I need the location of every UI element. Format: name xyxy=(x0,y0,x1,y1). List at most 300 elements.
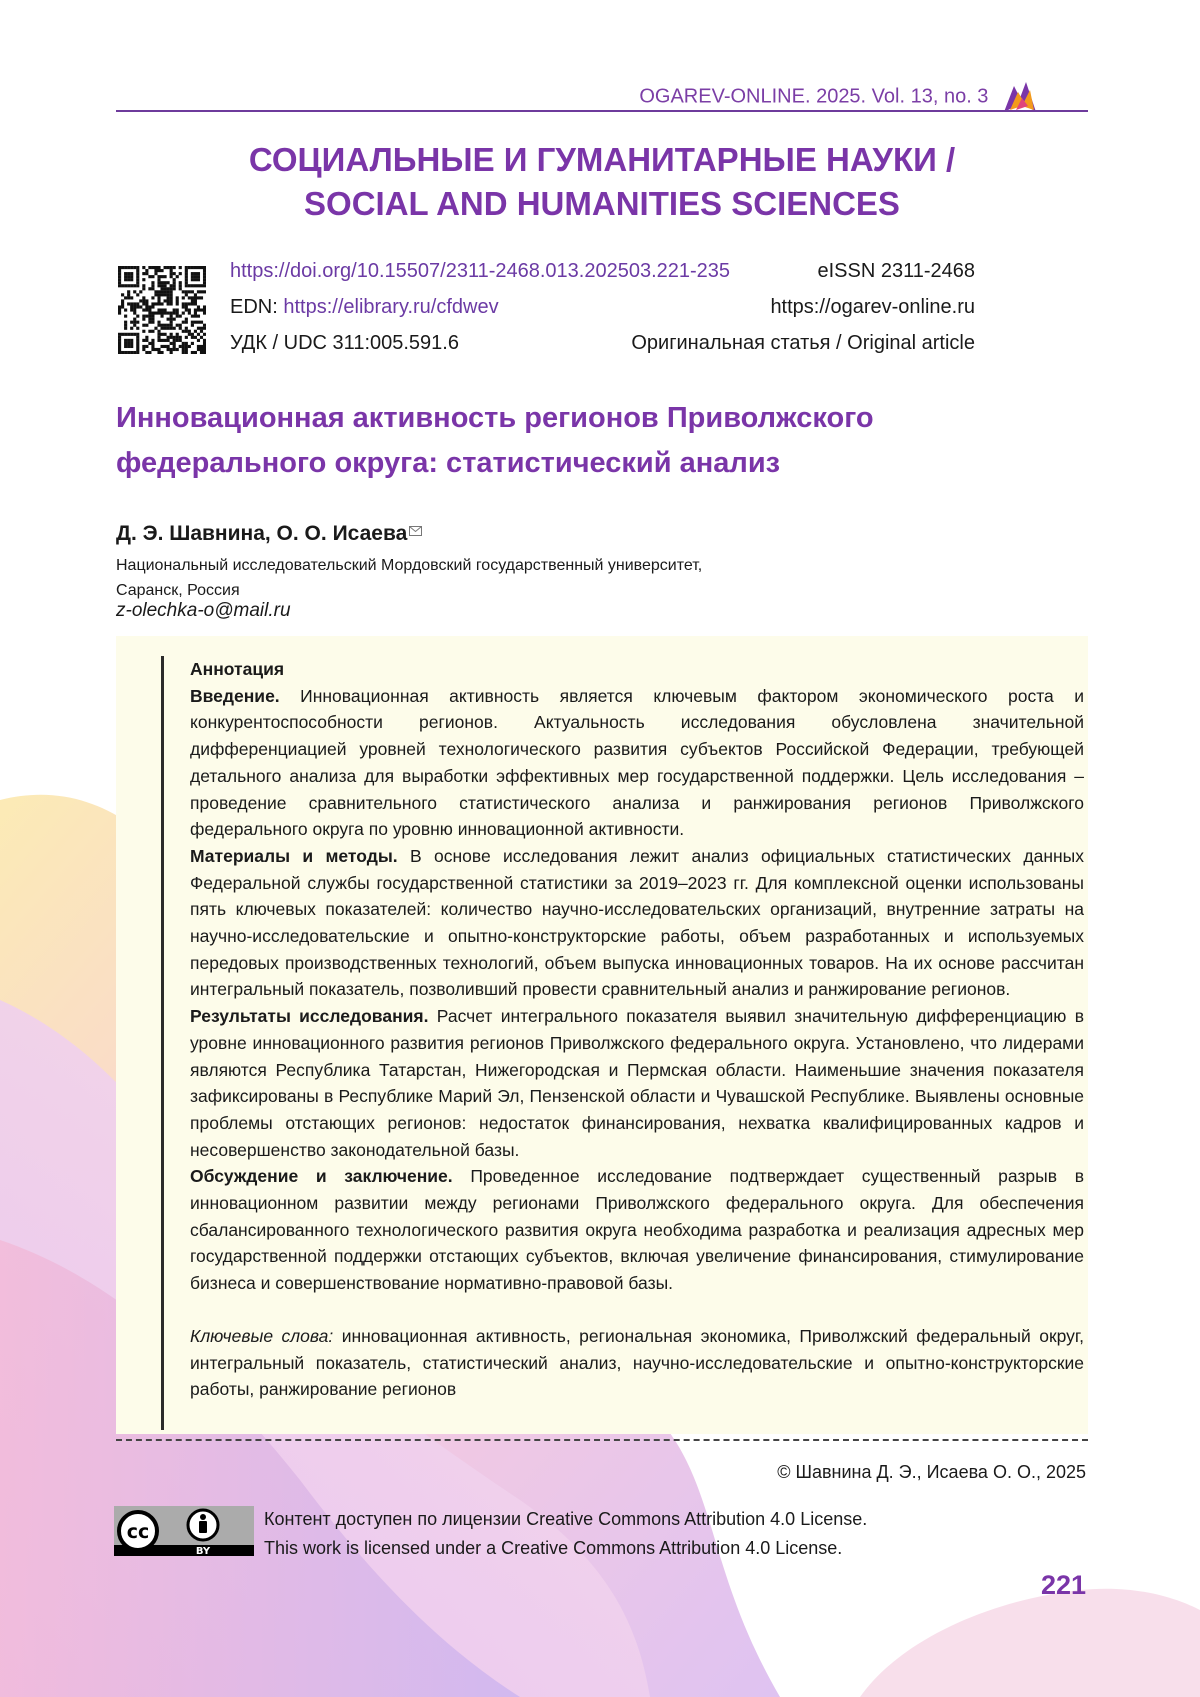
qr-module xyxy=(167,287,170,290)
qr-module xyxy=(142,324,145,327)
qr-module xyxy=(157,302,160,305)
qr-module xyxy=(197,333,200,336)
qr-module xyxy=(124,339,127,342)
qr-module xyxy=(167,296,170,299)
qr-module xyxy=(157,321,160,324)
qr-module xyxy=(136,272,139,275)
qr-module xyxy=(167,339,170,342)
cc-by-license-badge[interactable] xyxy=(114,1506,254,1556)
qr-module xyxy=(176,339,179,342)
qr-module xyxy=(167,299,170,302)
qr-module xyxy=(173,287,176,290)
qr-module xyxy=(160,269,163,272)
qr-module xyxy=(185,305,188,308)
qr-module xyxy=(197,315,200,318)
qr-module xyxy=(124,266,127,269)
qr-module xyxy=(176,324,179,327)
qr-module xyxy=(160,308,163,311)
qr-module xyxy=(164,290,167,293)
qr-module xyxy=(203,305,206,308)
qr-module xyxy=(194,321,197,324)
qr-module xyxy=(121,293,124,296)
qr-module xyxy=(182,302,185,305)
qr-module xyxy=(185,342,188,345)
qr-module xyxy=(160,327,163,330)
page-number: 221 xyxy=(980,1570,1086,1601)
qr-module xyxy=(185,275,188,278)
qr-module xyxy=(164,287,167,290)
qr-module xyxy=(188,296,191,299)
qr-module xyxy=(191,284,194,287)
qr-module xyxy=(145,336,148,339)
qr-module xyxy=(170,312,173,315)
qr-module xyxy=(203,278,206,281)
qr-module xyxy=(203,308,206,311)
qr-module xyxy=(176,348,179,351)
qr-module xyxy=(176,315,179,318)
qr-module xyxy=(182,321,185,324)
qr-module xyxy=(136,284,139,287)
qr-module xyxy=(127,278,130,281)
qr-module xyxy=(154,266,157,269)
qr-module xyxy=(157,293,160,296)
qr-module xyxy=(197,266,200,269)
affiliation-line1: Национальный исследовательский Мордовский государственный университет, xyxy=(116,553,836,578)
license-ru: Контент доступен по лицензии Creative Commons Attribution 4.0 License. xyxy=(264,1505,867,1534)
qr-module xyxy=(145,339,148,342)
qr-module xyxy=(127,275,130,278)
qr-module xyxy=(185,266,188,269)
qr-module xyxy=(142,348,145,351)
qr-module xyxy=(203,284,206,287)
qr-module xyxy=(118,312,121,315)
qr-module xyxy=(185,348,188,351)
qr-module xyxy=(130,342,133,345)
qr-module xyxy=(164,308,167,311)
qr-module xyxy=(188,266,191,269)
qr-module xyxy=(191,321,194,324)
by-label: BY xyxy=(196,1546,211,1556)
qr-module xyxy=(170,351,173,354)
qr-module xyxy=(157,333,160,336)
qr-module xyxy=(197,308,200,311)
qr-module xyxy=(185,269,188,272)
qr-module xyxy=(173,339,176,342)
qr-module xyxy=(124,284,127,287)
qr-module xyxy=(170,296,173,299)
qr-module xyxy=(197,290,200,293)
dashed-divider xyxy=(116,1439,1088,1441)
qr-module xyxy=(170,287,173,290)
qr-module xyxy=(179,281,182,284)
qr-module xyxy=(136,339,139,342)
qr-module xyxy=(194,272,197,275)
qr-module xyxy=(170,318,173,321)
qr-module xyxy=(179,336,182,339)
qr-module xyxy=(130,272,133,275)
qr-module xyxy=(203,324,206,327)
section-title xyxy=(116,138,1088,226)
qr-module xyxy=(160,345,163,348)
qr-module xyxy=(145,269,148,272)
qr-module xyxy=(154,293,157,296)
qr-module xyxy=(170,327,173,330)
qr-module xyxy=(170,290,173,293)
cc-label: cc xyxy=(127,1521,150,1543)
qr-module xyxy=(151,287,154,290)
qr-module xyxy=(197,278,200,281)
qr-module xyxy=(136,321,139,324)
qr-module xyxy=(151,312,154,315)
qr-module xyxy=(118,275,121,278)
qr-module xyxy=(145,308,148,311)
qr-module xyxy=(151,302,154,305)
qr-module xyxy=(173,281,176,284)
qr-module xyxy=(145,351,148,354)
qr-module xyxy=(170,302,173,305)
qr-module xyxy=(157,290,160,293)
qr-module xyxy=(136,315,139,318)
qr-module xyxy=(170,342,173,345)
qr-module xyxy=(118,272,121,275)
qr-module xyxy=(124,324,127,327)
qr-module xyxy=(203,290,206,293)
section-title-en: SOCIAL AND HUMANITIES SCIENCES xyxy=(116,182,1088,226)
qr-module xyxy=(118,284,121,287)
qr-module xyxy=(121,284,124,287)
qr-module xyxy=(203,312,206,315)
qr-module xyxy=(151,345,154,348)
qr-module xyxy=(136,302,139,305)
mail-icon xyxy=(409,526,422,536)
qr-module xyxy=(148,351,151,354)
qr-module xyxy=(133,312,136,315)
qr-module xyxy=(185,318,188,321)
qr-code[interactable] xyxy=(118,266,206,354)
qr-module xyxy=(157,348,160,351)
qr-module xyxy=(160,293,163,296)
qr-module xyxy=(197,339,200,342)
qr-module xyxy=(194,293,197,296)
abstract-side-bar xyxy=(161,656,164,1430)
qr-module xyxy=(160,324,163,327)
qr-module xyxy=(118,351,121,354)
qr-module xyxy=(127,302,130,305)
qr-module xyxy=(176,336,179,339)
qr-module xyxy=(136,275,139,278)
qr-module xyxy=(157,330,160,333)
qr-module xyxy=(164,327,167,330)
qr-module xyxy=(182,351,185,354)
qr-module xyxy=(151,315,154,318)
qr-module xyxy=(179,339,182,342)
qr-module xyxy=(154,272,157,275)
qr-module xyxy=(118,339,121,342)
qr-module xyxy=(203,351,206,354)
qr-module xyxy=(142,339,145,342)
qr-module xyxy=(136,266,139,269)
qr-module xyxy=(170,315,173,318)
qr-module xyxy=(127,293,130,296)
qr-module xyxy=(118,269,121,272)
qr-module xyxy=(130,278,133,281)
qr-module xyxy=(188,330,191,333)
qr-module xyxy=(130,275,133,278)
qr-module xyxy=(127,266,130,269)
qr-module xyxy=(148,312,151,315)
qr-module xyxy=(191,336,194,339)
qr-module xyxy=(203,342,206,345)
qr-module xyxy=(124,296,127,299)
section-title-ru: СОЦИАЛЬНЫЕ И ГУМАНИТАРНЫЕ НАУКИ / xyxy=(116,138,1088,182)
qr-module xyxy=(200,345,203,348)
qr-module xyxy=(127,345,130,348)
qr-module xyxy=(200,266,203,269)
journal-site-link[interactable]: https://ogarev-online.ru xyxy=(700,296,975,319)
qr-module xyxy=(157,275,160,278)
qr-module xyxy=(179,324,182,327)
qr-module xyxy=(188,312,191,315)
qr-module xyxy=(145,324,148,327)
qr-module xyxy=(130,327,133,330)
qr-module xyxy=(191,342,194,345)
qr-module xyxy=(133,308,136,311)
qr-module xyxy=(151,305,154,308)
qr-module xyxy=(179,287,182,290)
qr-module xyxy=(185,281,188,284)
qr-module xyxy=(164,284,167,287)
qr-module xyxy=(191,290,194,293)
qr-module xyxy=(197,348,200,351)
qr-module xyxy=(157,284,160,287)
qr-module xyxy=(154,302,157,305)
qr-module xyxy=(170,266,173,269)
qr-module xyxy=(179,272,182,275)
qr-module xyxy=(167,348,170,351)
qr-module xyxy=(160,302,163,305)
edn-label: EDN: xyxy=(230,296,283,318)
author-email[interactable]: z-olechka-o@mail.ru xyxy=(116,600,291,622)
qr-module xyxy=(160,312,163,315)
qr-module xyxy=(136,351,139,354)
qr-module xyxy=(148,315,151,318)
qr-module xyxy=(197,321,200,324)
qr-module xyxy=(154,290,157,293)
qr-module xyxy=(182,342,185,345)
qr-module xyxy=(124,351,127,354)
qr-module xyxy=(145,299,148,302)
qr-module xyxy=(185,330,188,333)
qr-module xyxy=(127,339,130,342)
qr-module xyxy=(157,351,160,354)
qr-module xyxy=(148,330,151,333)
journal-logo-icon xyxy=(1000,80,1040,114)
qr-module xyxy=(185,345,188,348)
journal-issue: . 2025. Vol. 13, no. 3 xyxy=(805,86,988,108)
qr-module xyxy=(194,278,197,281)
qr-module xyxy=(179,345,182,348)
authors-names: Д. Э. Шавнина, О. О. Исаева xyxy=(116,522,407,545)
qr-module xyxy=(176,308,179,311)
qr-module xyxy=(160,281,163,284)
qr-module xyxy=(185,272,188,275)
qr-module xyxy=(118,281,121,284)
qr-module xyxy=(203,275,206,278)
qr-module xyxy=(157,324,160,327)
qr-module xyxy=(133,302,136,305)
qr-module xyxy=(176,299,179,302)
article-type: Оригинальная статья / Original article xyxy=(600,332,975,355)
qr-module xyxy=(173,312,176,315)
qr-module xyxy=(182,305,185,308)
qr-module xyxy=(203,269,206,272)
qr-module xyxy=(185,284,188,287)
qr-module xyxy=(167,312,170,315)
qr-module xyxy=(130,345,133,348)
qr-module xyxy=(176,302,179,305)
license-en: This work is licensed under a Creative Commons Attribution 4.0 License. xyxy=(264,1534,867,1563)
qr-module xyxy=(118,278,121,281)
qr-module xyxy=(188,345,191,348)
qr-module xyxy=(127,272,130,275)
qr-module xyxy=(197,275,200,278)
qr-module xyxy=(182,330,185,333)
qr-module xyxy=(151,284,154,287)
qr-module xyxy=(136,269,139,272)
qr-module xyxy=(191,351,194,354)
qr-module xyxy=(185,290,188,293)
qr-module xyxy=(173,336,176,339)
qr-module xyxy=(118,336,121,339)
qr-module xyxy=(118,342,121,345)
qr-module xyxy=(139,305,142,308)
qr-module xyxy=(167,345,170,348)
qr-module xyxy=(164,275,167,278)
udc: УДК / UDC 311:005.591.6 xyxy=(230,332,459,355)
qr-module xyxy=(194,312,197,315)
qr-module xyxy=(142,345,145,348)
qr-module xyxy=(164,281,167,284)
qr-module xyxy=(203,339,206,342)
person-icon-body xyxy=(199,1521,207,1533)
qr-module xyxy=(118,308,121,311)
qr-module xyxy=(127,342,130,345)
qr-module xyxy=(203,345,206,348)
qr-module xyxy=(151,348,154,351)
qr-module xyxy=(151,266,154,269)
qr-module xyxy=(176,275,179,278)
qr-module xyxy=(191,324,194,327)
qr-module xyxy=(136,327,139,330)
qr-module xyxy=(130,266,133,269)
qr-module xyxy=(124,278,127,281)
qr-module xyxy=(148,318,151,321)
qr-module xyxy=(173,348,176,351)
qr-module xyxy=(194,351,197,354)
qr-module xyxy=(188,308,191,311)
qr-module xyxy=(142,318,145,321)
qr-module xyxy=(121,266,124,269)
qr-module xyxy=(191,278,194,281)
qr-module xyxy=(188,290,191,293)
qr-module xyxy=(173,342,176,345)
qr-module xyxy=(151,318,154,321)
qr-module xyxy=(176,333,179,336)
qr-module xyxy=(124,308,127,311)
qr-module xyxy=(164,312,167,315)
qr-module xyxy=(200,308,203,311)
qr-module xyxy=(130,351,133,354)
qr-module xyxy=(197,296,200,299)
qr-module xyxy=(164,293,167,296)
affiliation-line2: Саранск, Россия xyxy=(116,578,836,603)
qr-module xyxy=(164,339,167,342)
qr-module xyxy=(148,308,151,311)
qr-module xyxy=(142,330,145,333)
qr-module xyxy=(188,284,191,287)
qr-module xyxy=(164,324,167,327)
qr-module xyxy=(121,333,124,336)
qr-module xyxy=(182,345,185,348)
qr-module xyxy=(118,305,121,308)
edn-link[interactable]: https://elibrary.ru/cfdwev xyxy=(283,296,498,318)
qr-module xyxy=(136,293,139,296)
qr-module xyxy=(194,330,197,333)
qr-module xyxy=(170,269,173,272)
qr-module xyxy=(167,318,170,321)
qr-module xyxy=(203,333,206,336)
qr-module xyxy=(124,333,127,336)
qr-module xyxy=(133,305,136,308)
qr-module xyxy=(197,284,200,287)
qr-module xyxy=(170,333,173,336)
qr-module xyxy=(200,290,203,293)
qr-module xyxy=(200,351,203,354)
authors xyxy=(116,522,422,546)
qr-module xyxy=(179,315,182,318)
qr-module xyxy=(194,299,197,302)
qr-module xyxy=(118,348,121,351)
qr-module xyxy=(179,266,182,269)
qr-module xyxy=(185,302,188,305)
qr-module xyxy=(118,333,121,336)
qr-module xyxy=(167,302,170,305)
qr-module xyxy=(130,333,133,336)
qr-module xyxy=(133,351,136,354)
qr-module xyxy=(136,281,139,284)
qr-module xyxy=(151,281,154,284)
qr-module xyxy=(157,339,160,342)
qr-module xyxy=(173,278,176,281)
doi-link[interactable]: https://doi.org/10.15507/2311-2468.013.202503.221-235 xyxy=(230,260,730,283)
qr-module xyxy=(148,266,151,269)
abstract-methods: Материалы и методы. В основе исследования лежит анализ официальных статистических данных Федеральной службы государственной статистики за 2019–2023 гг. Для комплексной оценки использованы пять ключевых показателей: количество научно-исследовательских организаций, внутренние затраты на научно-исследовательские и опытно-конструкторские работы, объем разработанных и используемых передовых производственных технологий, объем выпуска инновационных товаров. На их основе рассчитан интегральный показатель, позволивший провести сравнительный анализ и ранжирование регионов. xyxy=(190,843,1084,1003)
qr-module xyxy=(200,327,203,330)
qr-module xyxy=(191,296,194,299)
journal-name: OGAREV-ONLINE xyxy=(639,86,805,108)
qr-module xyxy=(133,284,136,287)
qr-module xyxy=(145,315,148,318)
qr-module xyxy=(173,327,176,330)
qr-module xyxy=(124,315,127,318)
qr-module xyxy=(133,324,136,327)
qr-module xyxy=(154,348,157,351)
qr-module xyxy=(194,308,197,311)
qr-module xyxy=(179,327,182,330)
qr-module xyxy=(124,275,127,278)
abstract xyxy=(190,656,1084,1403)
qr-module xyxy=(142,296,145,299)
